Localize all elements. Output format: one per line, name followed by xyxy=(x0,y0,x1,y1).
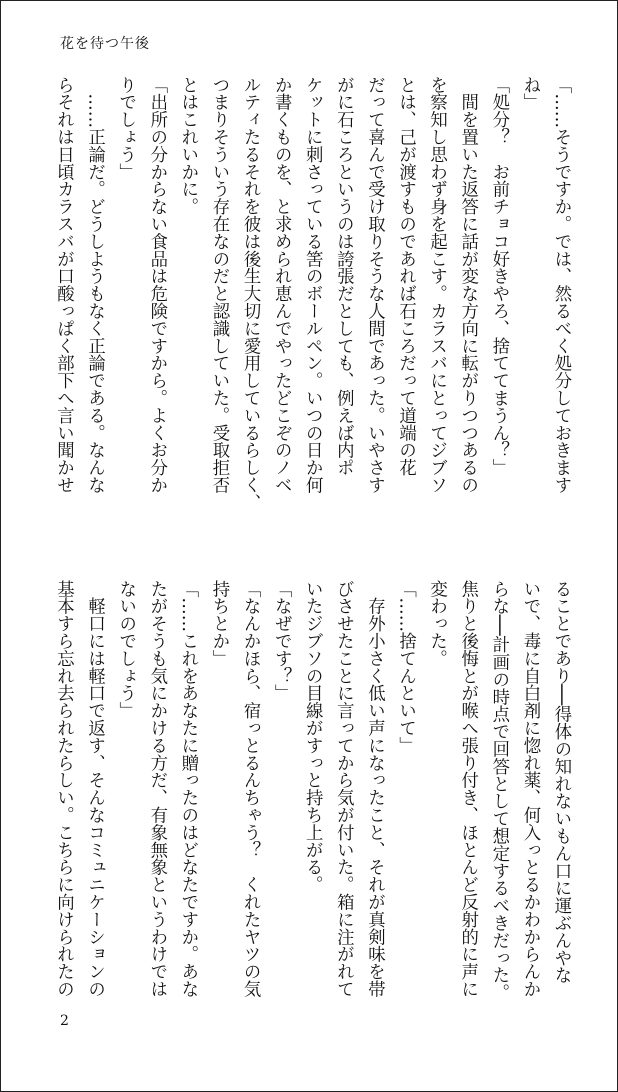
text-column: 変わった。 xyxy=(426,580,447,667)
text-column: 「なぜです？」 xyxy=(271,580,292,702)
text-column: ケットに刺さっている筈のボールペン。いつの日か何 xyxy=(302,76,323,494)
page-number: 2 xyxy=(60,1013,69,1029)
text-column: つまりそういう存在なのだと認識していた。受取拒否 xyxy=(208,76,229,494)
text-column: らな──計画の時点で回答として想定するべきだった。 xyxy=(488,580,509,1002)
text-column: らそれは日頃カラスバが口酸っぱく部下へ言い聞かせ xyxy=(53,76,74,494)
lower-text-block xyxy=(53,580,576,1010)
text-column: 「出所の分からない食品は危険ですから。よくお分か xyxy=(146,76,167,494)
text-column: 「……捨てんといて」 xyxy=(395,580,416,754)
text-column: とは、己が渡すものであれば石ころだって道端の花 xyxy=(395,76,416,477)
text-column: ね」 xyxy=(519,76,540,111)
text-column: 持ちとか」 xyxy=(208,580,229,667)
text-column: を察知し思わず身を起こす。カラスバにとってジブソ xyxy=(426,76,447,494)
text-column: りでしょう」 xyxy=(115,76,136,181)
text-column: だって喜んで受け取りそうな人間であった。いやさす xyxy=(364,76,385,494)
text-column: いで、毒に自白剤に惚れ薬、何入っとるかわからんか xyxy=(519,580,540,998)
text-column: ることであり──得体の知れないもん口に運ぶんやな xyxy=(551,580,571,984)
text-column: 「なんかほら、宿っとるんちゃう？ くれたヤツの気 xyxy=(240,580,261,998)
text-column: ……正論だ。どうしようもなく正論である。なんな xyxy=(84,76,105,494)
running-title: 花を待つ午後 xyxy=(60,36,150,52)
text-column: 軽口には軽口で返す、そんなコミュニケーションの xyxy=(84,580,105,998)
text-column: びさせたことに言ってから気が付いた。箱に注がれて xyxy=(333,580,354,998)
text-column: 「……これをあなたに贈ったのはどなたですか。あな xyxy=(177,580,198,998)
text-column: とはこれいかに。 xyxy=(177,76,198,216)
text-column: 「処分？ お前チョコ好きやろ、捨ててまうん？」 xyxy=(488,76,509,477)
text-column: ないのでしょう」 xyxy=(115,580,136,720)
text-column: いたジブソの目線がすっと持ち上がる。 xyxy=(302,580,323,894)
text-column: がに石ころというのは誇張だとしても、例えば内ポ xyxy=(333,76,354,477)
text-column: 間を置いた返答に話が変な方向に転がりつつあるの xyxy=(457,76,478,494)
text-column: ルティたるそれを彼は後生大切に愛用しているらしく、 xyxy=(240,76,261,511)
text-column: 「……そうですか。では、然るべく処分しておきます xyxy=(551,76,571,494)
text-column: か書くものを、と求められ恵んでやったどこぞのノベ xyxy=(271,76,292,494)
text-column: 基本すら忘れ去られたらしい。こちらに向けられたの xyxy=(53,580,74,998)
upper-text-block xyxy=(53,76,576,520)
text-column: 存外小さく低い声になったこと、それが真剣味を帯 xyxy=(364,580,385,998)
text-column: たがそうも気にかける方だ、有象無象というわけでは xyxy=(146,580,167,998)
text-column: 焦りと後悔とが喉へ張り付き、ほとんど反射的に声に xyxy=(457,580,478,998)
